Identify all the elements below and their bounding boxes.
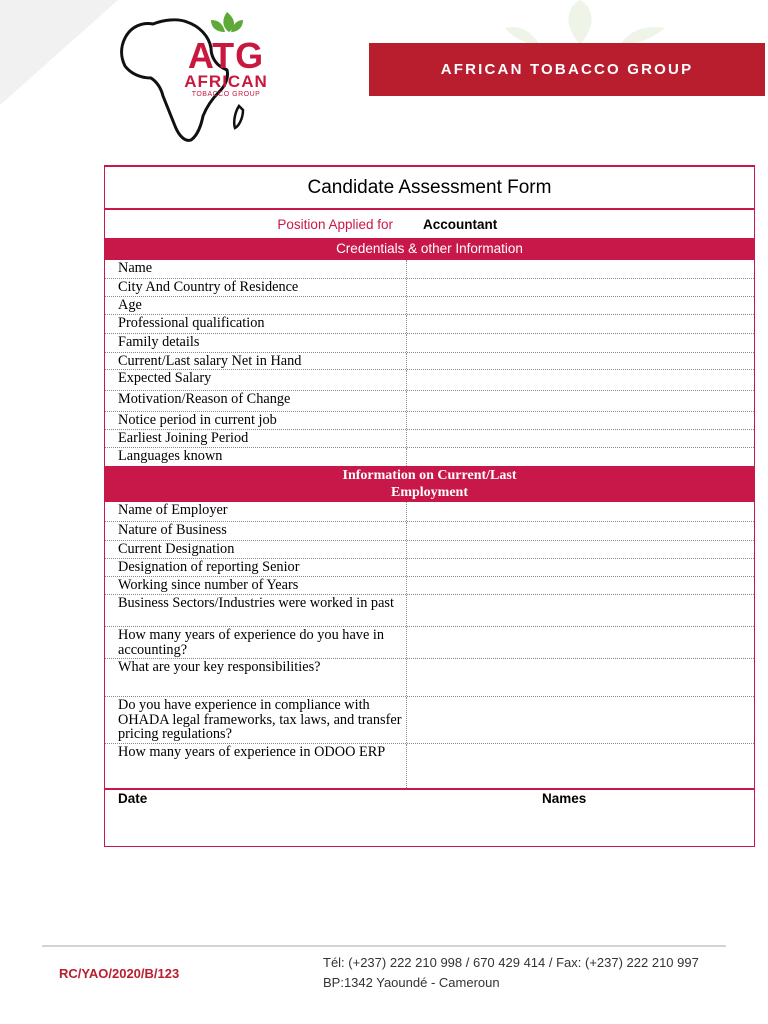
row-label: Current/Last salary Net in Hand: [118, 353, 302, 369]
row-label: Professional qualification: [118, 315, 265, 331]
answer-field[interactable]: [407, 559, 754, 576]
date-label: Date: [118, 791, 148, 806]
position-label: Position Applied for: [277, 216, 393, 232]
row-label: What are your key responsibilities?: [118, 659, 321, 675]
table-row: [105, 370, 754, 391]
table-row: [105, 334, 754, 353]
logo-mark: ATG: [187, 35, 265, 76]
footer-divider: [42, 945, 726, 947]
table-row: [105, 697, 754, 744]
answer-field[interactable]: [407, 448, 754, 466]
phone-fax-line: Tél: (+237) 222 210 998 / 670 429 414 / Fax: (+237) 222 210 997: [323, 955, 699, 970]
employment-table: [105, 502, 754, 788]
answer-field[interactable]: [407, 370, 754, 390]
answer-field[interactable]: [407, 627, 754, 658]
row-label: Working since number of Years: [118, 577, 299, 593]
corner-decoration: [0, 0, 118, 105]
table-row: [105, 448, 754, 466]
answer-field[interactable]: [407, 279, 754, 296]
answer-field[interactable]: [407, 659, 754, 696]
table-row: [105, 627, 754, 659]
row-label: Business Sectors/Industries were worked in past: [118, 595, 394, 611]
answer-field[interactable]: [407, 577, 754, 594]
answer-field[interactable]: [407, 353, 754, 369]
section-employment-header: [105, 466, 754, 502]
answer-field[interactable]: [407, 391, 754, 411]
table-row: [105, 315, 754, 334]
table-row: [105, 559, 754, 577]
answer-field[interactable]: [407, 744, 754, 788]
row-label: Earliest Joining Period: [118, 430, 249, 446]
row-label: Nature of Business: [118, 522, 227, 538]
row-label: Motivation/Reason of Change: [118, 391, 291, 407]
position-row: [105, 210, 754, 238]
table-row: [105, 391, 754, 412]
footer-contact: [323, 953, 699, 993]
row-label: Name: [118, 260, 153, 276]
row-label: Designation of reporting Senior: [118, 559, 300, 575]
section-employment-title-line2: Employment: [391, 485, 468, 500]
table-row: [105, 502, 754, 522]
logo-subtitle: TOBACCO GROUP: [191, 91, 261, 98]
table-row: [105, 260, 754, 279]
table-row: [105, 744, 754, 788]
assessment-form: [104, 165, 755, 847]
answer-field[interactable]: [407, 412, 754, 429]
position-value: Accountant: [423, 216, 498, 232]
row-label: Languages known: [118, 448, 223, 464]
row-label: Expected Salary: [118, 370, 212, 386]
row-label: Do you have experience in compliance with OHADA legal frameworks, tax laws, and transfer pricing regulations?: [118, 697, 402, 742]
answer-field[interactable]: [407, 260, 754, 278]
names-label: Names: [542, 791, 587, 806]
answer-field[interactable]: [407, 315, 754, 333]
answer-field[interactable]: [407, 502, 754, 521]
table-row: [105, 522, 754, 541]
table-row: [105, 659, 754, 697]
company-banner: AFRICAN TOBACCO GROUP: [369, 43, 765, 96]
table-row: [105, 353, 754, 370]
row-label: Age: [118, 297, 142, 313]
answer-field[interactable]: [407, 334, 754, 352]
logo-name: AFRICAN: [184, 72, 268, 91]
answer-field[interactable]: [407, 522, 754, 540]
row-label: City And Country of Residence: [118, 279, 299, 295]
credentials-table: [105, 260, 754, 466]
table-row: [105, 430, 754, 448]
row-label: How many years of experience in ODOO ERP: [118, 744, 386, 760]
row-label: Notice period in current job: [118, 412, 277, 428]
registration-number: RC/YAO/2020/B/123: [59, 966, 180, 981]
table-row: [105, 595, 754, 627]
table-row: [105, 577, 754, 595]
postal-address: BP:1342 Yaoundé - Cameroun: [323, 975, 500, 990]
leaf-watermark-icon: [500, 0, 670, 45]
answer-field[interactable]: [407, 297, 754, 314]
section-credentials-header: Credentials & other Information: [105, 238, 754, 260]
signature-row: [105, 788, 754, 850]
answer-field[interactable]: [407, 595, 754, 626]
table-row: [105, 412, 754, 430]
answer-field[interactable]: [407, 541, 754, 558]
form-title: Candidate Assessment Form: [105, 167, 754, 210]
answer-field[interactable]: [407, 697, 754, 743]
row-label: Current Designation: [118, 541, 235, 557]
row-label: Name of Employer: [118, 502, 228, 518]
table-row: [105, 541, 754, 559]
row-label: Family details: [118, 334, 200, 350]
row-label: How many years of experience do you have in accounting?: [118, 627, 384, 658]
answer-field[interactable]: [407, 430, 754, 447]
table-row: [105, 297, 754, 315]
section-employment-title-line1: Information on Current/Last: [342, 468, 517, 483]
table-row: [105, 279, 754, 297]
